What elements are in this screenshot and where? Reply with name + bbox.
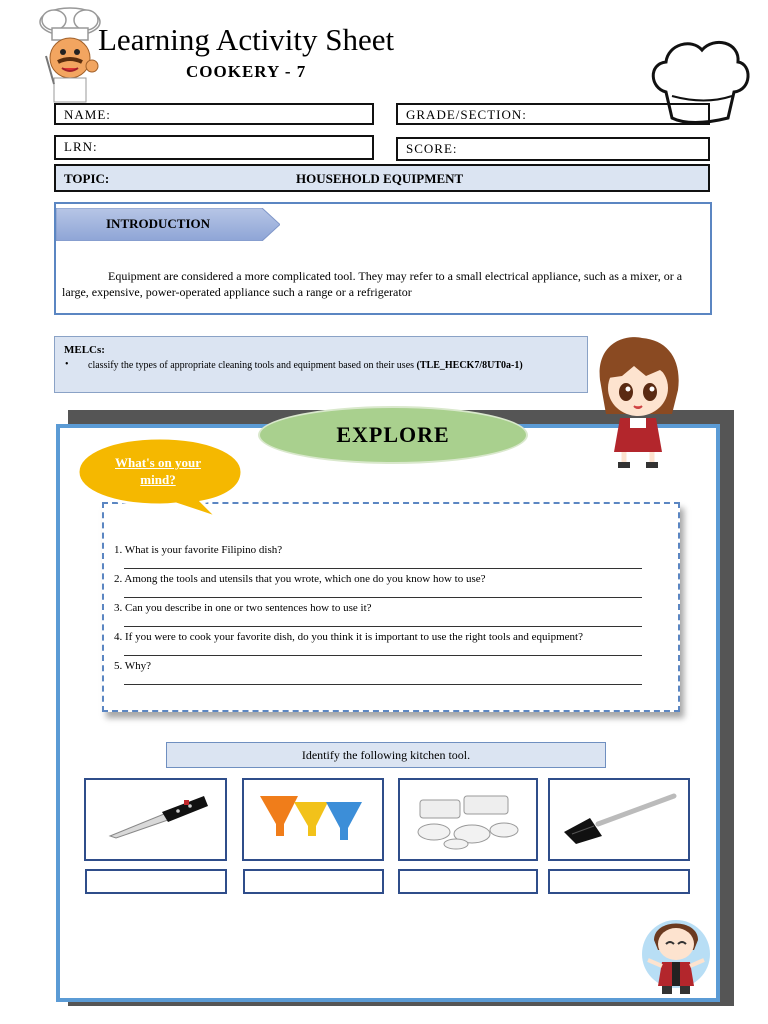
explore-title: EXPLORE xyxy=(258,406,528,464)
introduction-heading: INTRODUCTION xyxy=(106,216,211,231)
funnels-icon xyxy=(244,780,382,859)
melcs-box xyxy=(54,336,588,393)
introduction-text xyxy=(62,268,684,300)
question-5: 5. Why? xyxy=(114,660,152,672)
tool-card-bakeware xyxy=(398,778,538,861)
topic-value: HOUSEHOLD EQUIPMENT xyxy=(296,171,464,186)
introduction-heading-banner xyxy=(56,208,280,241)
melcs-heading: MELCs: xyxy=(64,344,105,356)
lrn-field[interactable]: LRN: xyxy=(54,135,374,160)
tool-card-funnels xyxy=(242,778,384,861)
page-title: Learning Activity Sheet xyxy=(98,22,395,57)
answer-line-4[interactable] xyxy=(124,655,642,656)
melcs-code: (TLE_HECK7/8UT0a-1) xyxy=(416,360,523,371)
tool-card-knife xyxy=(84,778,227,861)
identify-instruction: Identify the following kitchen tool. xyxy=(166,742,606,768)
introduction-paragraph: Equipment are considered a more complicated tool. They may refer to a small electrical appliance, such as a mixer, or a large, expensive, power-operated appliance such a range or a refrigerator xyxy=(62,269,683,299)
question-1: 1. What is your favorite Filipino dish? xyxy=(114,544,283,556)
answer-box-4[interactable] xyxy=(548,869,690,894)
glass-bakeware-icon xyxy=(400,780,536,859)
answer-line-5[interactable] xyxy=(124,684,642,685)
answer-line-1[interactable] xyxy=(124,568,642,569)
score-field[interactable]: SCORE: xyxy=(396,137,710,161)
name-field[interactable]: NAME: xyxy=(54,103,374,125)
question-4: 4. If you were to cook your favorite dish, do you think it is important to use the right tools and equipment? xyxy=(114,631,583,643)
topic-label: TOPIC: xyxy=(64,171,110,186)
melcs-item-text: classify the types of appropriate cleaning tools and equipment based on their uses xyxy=(88,360,415,371)
chef-mascot-icon xyxy=(34,6,106,104)
topic-bar xyxy=(54,164,710,192)
questions-box xyxy=(102,502,680,712)
answer-box-1[interactable] xyxy=(85,869,227,894)
answer-line-3[interactable] xyxy=(124,626,642,627)
speech-bubble-text: What's on your mind? xyxy=(115,455,201,487)
melcs-item xyxy=(88,360,578,372)
question-3: 3. Can you describe in one or two sentences how to use it? xyxy=(114,602,372,614)
subject-subtitle: COOKERY - 7 xyxy=(186,62,307,81)
question-2: 2. Among the tools and utensils that you wrote, which one do you know how to use? xyxy=(114,573,486,585)
spatula-turner-icon xyxy=(550,780,688,859)
tool-card-spatula xyxy=(548,778,690,861)
anime-girl-mascot-icon xyxy=(586,330,690,470)
answer-box-3[interactable] xyxy=(398,869,538,894)
answer-box-2[interactable] xyxy=(243,869,384,894)
melcs-bullet-icon: • xyxy=(65,359,69,370)
paring-knife-icon xyxy=(86,780,225,859)
speech-bubble xyxy=(74,432,246,520)
chibi-boy-mascot-icon xyxy=(640,910,712,998)
grade-section-field[interactable]: GRADE/SECTION: xyxy=(396,103,710,125)
answer-line-2[interactable] xyxy=(124,597,642,598)
